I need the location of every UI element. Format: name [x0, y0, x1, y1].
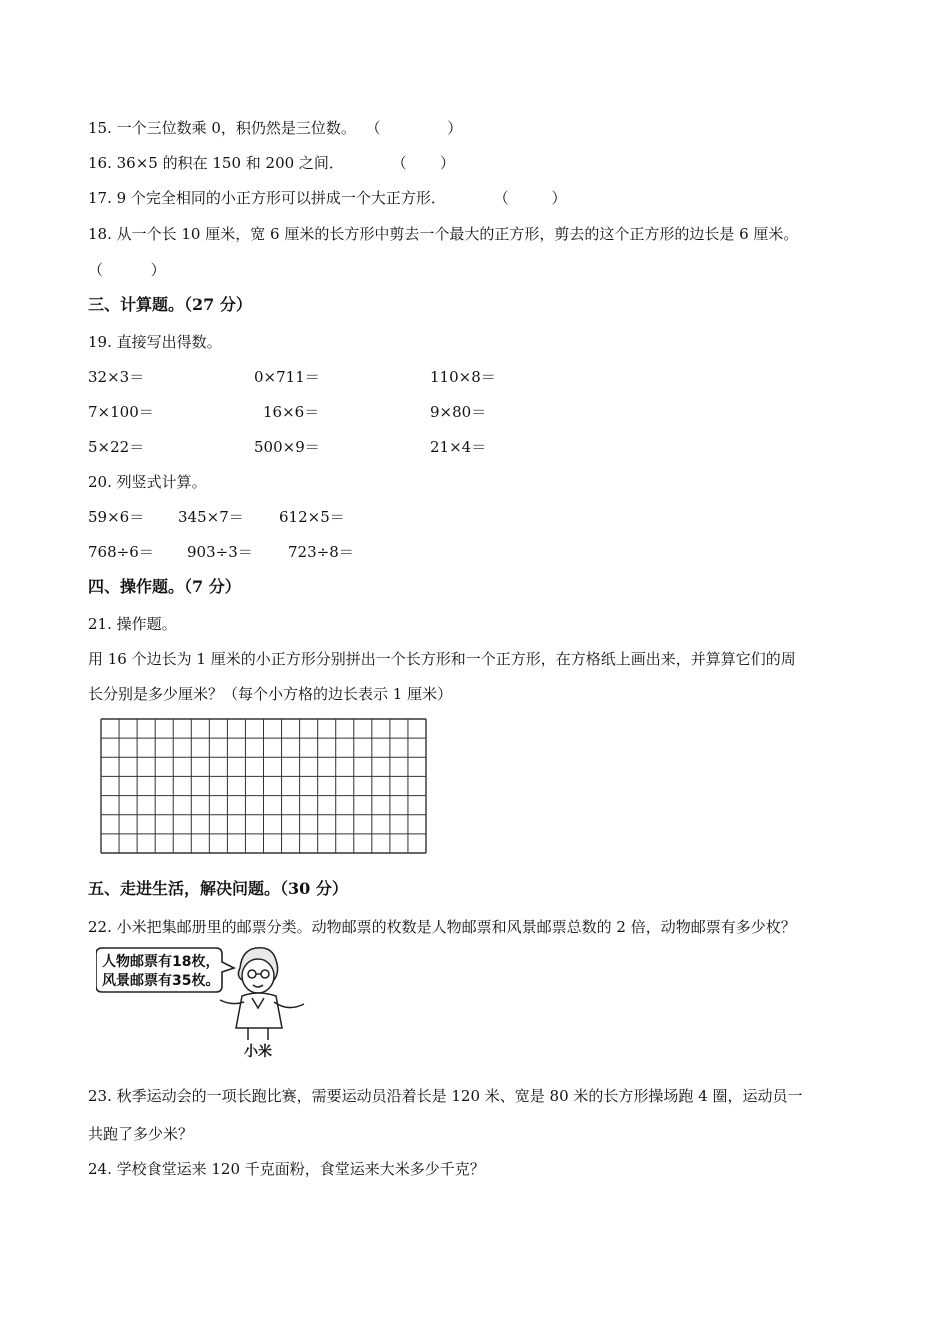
question-18-answer-paren: （ ）: [88, 261, 166, 279]
calc-20-r2-c3: 723÷8＝: [288, 543, 354, 561]
question-23-line2: 共跑了多少米？: [88, 1125, 194, 1143]
question-16: 16. 36×5 的积在 150 和 200 之间． （ ）: [88, 154, 455, 172]
question-18: 18. 从一个长 10 厘米，宽 6 厘米的长方形中剪去一个最大的正方形，剪去的这个正方形的边长是 6 厘米。: [88, 225, 799, 243]
section-3-heading: 三、计算题。（27 分）: [88, 295, 252, 314]
calc-20-r2-c1: 768÷6＝: [88, 543, 154, 561]
bubble-text-line1: 人物邮票有18枚，: [102, 954, 220, 970]
question-21-text-line2: 长分别是多少厘米？（每个小方格的边长表示 1 厘米）: [88, 685, 453, 703]
xiaomi-figure-illustration: [96, 942, 316, 1060]
question-21: 21. 操作题。: [88, 615, 177, 633]
calc-20-r1-c1: 59×6＝: [88, 508, 145, 526]
calc-20-r2-c2: 903÷3＝: [187, 543, 253, 561]
calc-19-r1-c2: 0×711＝: [254, 368, 320, 386]
calc-19-r1-c3: 110×8＝: [430, 368, 496, 386]
question-24: 24. 学校食堂运来 120 千克面粉，食堂运来大米多少千克？: [88, 1160, 485, 1178]
question-22: 22. 小米把集邮册里的邮票分类。动物邮票的枚数是人物邮票和风景邮票总数的 2 倍，动物邮票有多少枚？: [88, 918, 796, 936]
calc-19-r1-c1: 32×3＝: [88, 368, 145, 386]
calc-19-r2-c3: 9×80＝: [430, 403, 487, 421]
figure-name-label: 小米: [244, 1044, 272, 1060]
section-5-heading: 五、走进生活，解决问题。（30 分）: [88, 879, 348, 898]
question-21-text-line1: 用 16 个边长为 1 厘米的小正方形分别拼出一个长方形和一个正方形，在方格纸上画出来，并算算它们的周: [88, 650, 796, 668]
question-19: 19. 直接写出得数。: [88, 333, 222, 351]
question-17: 17. 9 个完全相同的小正方形可以拼成一个大正方形． （ ）: [88, 189, 567, 207]
square-grid-paper: [100, 718, 427, 854]
question-23-line1: 23. 秋季运动会的一项长跑比赛，需要运动员沿着长是 120 米、宽是 80 米的长方形操场跑 4 圈，运动员一: [88, 1087, 803, 1105]
calc-20-r1-c3: 612×5＝: [279, 508, 345, 526]
section-4-heading: 四、操作题。（7 分）: [88, 577, 241, 596]
question-20: 20. 列竖式计算。: [88, 473, 207, 491]
calc-19-r3-c1: 5×22＝: [88, 438, 145, 456]
boy-drawing: [220, 948, 304, 1040]
calc-19-r2-c2: 16×6＝: [263, 403, 320, 421]
calc-20-r1-c2: 345×7＝: [178, 508, 244, 526]
question-15: 15. 一个三位数乘 0，积仍然是三位数。 （ ）: [88, 119, 463, 137]
calc-19-r3-c3: 21×4＝: [430, 438, 487, 456]
calc-19-r3-c2: 500×9＝: [254, 438, 320, 456]
bubble-text-line2: 风景邮票有35枚。: [102, 973, 220, 989]
calc-19-r2-c1: 7×100＝: [88, 403, 154, 421]
